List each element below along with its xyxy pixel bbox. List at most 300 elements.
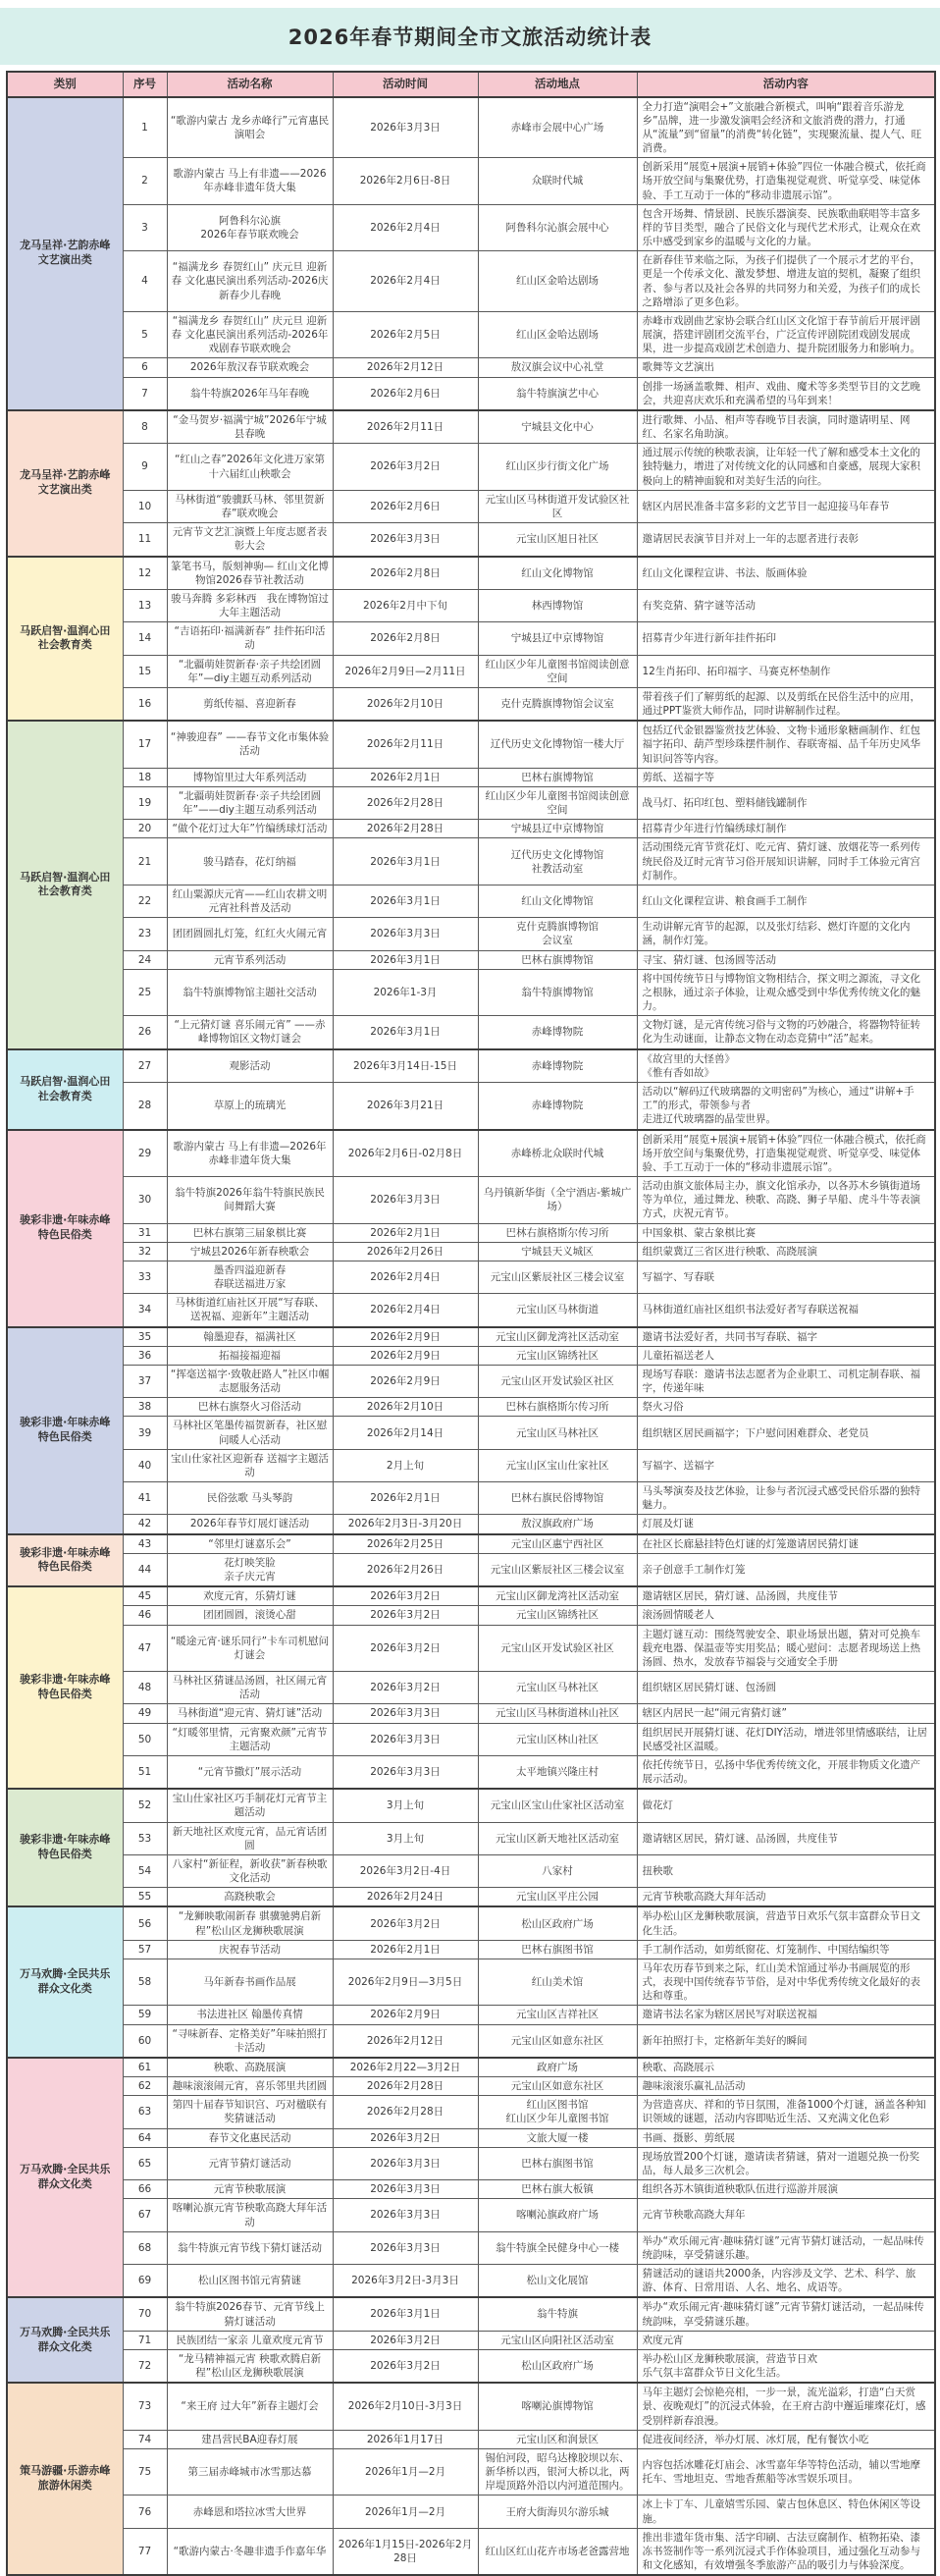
activity-name: “北疆萌娃贺新春·亲子共绘团圆年”——diy主题互动系列活动 [167, 786, 333, 819]
activity-place: 翁牛特旗博物馆 [478, 969, 637, 1016]
row-number: 53 [123, 1822, 167, 1854]
activity-time: 2026年2月6日-02月8日 [333, 1130, 478, 1177]
activity-place: 太平地镇兴隆庄村 [478, 1755, 637, 1789]
activity-content: 活动以“解码辽代玻璃器的文明密码”为核心，通过“讲解+手工”的形式，带领参与者 走进辽代玻璃器的晶莹世界。 [637, 1083, 935, 1130]
activity-time: 2026年2月9日 [333, 2006, 478, 2024]
table-row [7, 768, 935, 786]
table-row [7, 2383, 935, 2430]
activity-name: 元宵节猜灯谜活动 [167, 2147, 333, 2179]
activity-time: 2026年3月3日 [333, 2147, 478, 2179]
row-number: 32 [123, 1242, 167, 1261]
activity-content: 举办松山区龙狮秧歌展演，营造节日欢 乐气氛丰富群众节日文化生活。 [637, 2349, 935, 2383]
table-row [7, 687, 935, 721]
row-number: 22 [123, 885, 167, 917]
activity-place: 赤峰博物院 [478, 1016, 637, 1049]
activity-content: 邀请书法爱好者，共同书写春联、福字 [637, 1327, 935, 1347]
activity-place: 翁牛特旗演艺中心 [478, 377, 637, 410]
row-number: 73 [123, 2383, 167, 2430]
activity-time: 2026年2月8日 [333, 557, 478, 590]
activity-time: 2026年3月2日 [333, 2128, 478, 2147]
activity-content: 做花灯 [637, 1789, 935, 1822]
activity-place: 宁城县天义城区 [478, 1242, 637, 1261]
activity-content: 组织各苏木镇街道秧歌队伍进行巡游并展演 [637, 2180, 935, 2199]
activity-time: 2月上旬 [333, 1449, 478, 1481]
activity-name: 松山区图书馆元宵猜谜 [167, 2265, 333, 2298]
category-cell: 骏彩非遗·年味赤峰 特色民俗类 [7, 1327, 123, 1534]
activity-place: 元宝山区旭日社区 [478, 523, 637, 557]
activity-time: 2026年2月4日 [333, 1261, 478, 1293]
activity-time: 2026年2月1日 [333, 1940, 478, 1959]
table-row [7, 1755, 935, 1789]
activity-time: 2026年1月—2月 [333, 2496, 478, 2528]
activity-time: 2026年3月2日 [333, 1606, 478, 1625]
activity-place: 乌丹镇新华街（全宁酒店-紫城广场） [478, 1177, 637, 1224]
row-number: 30 [123, 1177, 167, 1224]
activity-content: 通过展示传统的秧歌表演，让年轻一代了解和感受本土文化的独特魅力，增进了对传统文化的认同感和自豪感，展现大家积极向上的精神面貌和对美好生活的向往。 [637, 444, 935, 491]
row-number: 8 [123, 410, 167, 444]
activity-name: 草原上的琉璃光 [167, 1083, 333, 1130]
row-number: 1 [123, 97, 167, 158]
activity-content: 亲子创意手工制作灯笼 [637, 1553, 935, 1586]
activity-content: 歌舞等文艺演出 [637, 358, 935, 377]
activity-time: 2026年3月2日-4日 [333, 1854, 478, 1887]
activity-time: 2026年3月3日 [333, 2180, 478, 2199]
table-row [7, 1789, 935, 1822]
row-number: 26 [123, 1016, 167, 1049]
activity-content: 趣味滚滚乐赢礼品活动 [637, 2077, 935, 2096]
activity-name: “歌游内蒙古·冬趣非遗手作嘉年华 [167, 2528, 333, 2575]
row-number: 72 [123, 2349, 167, 2383]
row-number: 10 [123, 490, 167, 522]
activity-name: “做个花灯过大年”竹编绣球灯活动 [167, 820, 333, 838]
table-row [7, 2147, 935, 2179]
table-row [7, 1294, 935, 1327]
activity-content: 寻宝、猜灯谜、包汤圆等活动 [637, 950, 935, 969]
activity-content: 辖区内居民准备丰富多彩的文艺节目一起迎接马年春节 [637, 490, 935, 522]
table-row [7, 820, 935, 838]
activity-place: 元宝山区御龙湾社区活动室 [478, 1586, 637, 1606]
activity-content: 现场写春联：邀请书法志愿者为企业职工、司机定制春联、福字，传递年味 [637, 1365, 935, 1397]
row-number: 28 [123, 1083, 167, 1130]
activity-content: 中国象棋、蒙古象棋比赛 [637, 1223, 935, 1242]
activity-time: 2026年3月3日 [333, 97, 478, 158]
row-number: 7 [123, 377, 167, 410]
activity-time: 2026年2月22—3月2日 [333, 2058, 478, 2077]
activity-name: 民俗弦歌 马头琴韵 [167, 1482, 333, 1515]
activity-content: 写福字、送福字 [637, 1449, 935, 1481]
table-row [7, 1704, 935, 1723]
activity-name: 团团圆圆，滚烫心甜 [167, 1606, 333, 1625]
table-row [7, 950, 935, 969]
activity-time: 2026年3月1日 [333, 950, 478, 969]
activity-name: “灯暖邻里情，元宵聚欢颜”元宵节主题活动 [167, 1723, 333, 1755]
activity-time: 2026年2月11日 [333, 721, 478, 768]
activity-name: 拓福接福迎福 [167, 1346, 333, 1365]
row-number: 45 [123, 1586, 167, 1606]
activity-place: 元宝山区锦绣社区 [478, 1346, 637, 1365]
activity-content: 秧歌、高跷展示 [637, 2058, 935, 2077]
activity-content: 举办松山区龙狮秧歌展演，营造节日欢乐气氛丰富群众节日文化生活。 [637, 1906, 935, 1940]
activity-place: 红山区少年儿童图书馆阅读创意空间 [478, 655, 637, 687]
activity-place: 元宝山区开发试验区社区 [478, 1625, 637, 1672]
row-number: 67 [123, 2199, 167, 2231]
table-row [7, 2199, 935, 2231]
table-row [7, 1398, 935, 1417]
activity-name: “挥毫送福字·致敬赶路人”社区巾帼志愿服务活动 [167, 1365, 333, 1397]
page-title: 2026年春节期间全市文旅活动统计表 [287, 26, 653, 49]
activity-content: 组织居民开展猜灯谜、花灯DIY活动，增进邻里情感联结，让居民感受社区温暖。 [637, 1723, 935, 1755]
category-cell: 马跃启智·温润心田 社会教育类 [7, 1049, 123, 1130]
table-row [7, 1327, 935, 1347]
activity-place: 红山区少年儿童图书馆阅读创意空间 [478, 786, 637, 819]
activity-time: 2026年2月4日 [333, 1294, 478, 1327]
activity-content: 书画、摄影、剪纸展 [637, 2128, 935, 2147]
activity-place: 众联时代城 [478, 158, 637, 205]
activity-content: 有奖竞猜、猜字谜等活动 [637, 589, 935, 621]
row-number: 17 [123, 721, 167, 768]
row-number: 3 [123, 204, 167, 251]
activity-content: 新年拍照打卡，定格新年美好的瞬间 [637, 2024, 935, 2058]
activity-content: 元宵节秧歌高跷大拜年 [637, 2199, 935, 2231]
activity-content: 红山文化课程宣讲、书法、版画体验 [637, 557, 935, 590]
activity-content: 将中国传统节日与博物馆文物相结合，探文明之源流，寻文化之根脉，通过亲子体验，让观众感受到中华优秀传统文化的魅力。 [637, 969, 935, 1016]
activity-name: “龙马精神福元宵 秧歌欢腾启新程”松山区龙狮秧歌展演 [167, 2349, 333, 2383]
activity-name: 翰墨迎春，福满社区 [167, 1327, 333, 1347]
activity-time: 2026年2月28日 [333, 2077, 478, 2096]
col-header-time: 活动时间 [333, 72, 478, 97]
activity-name: 马林社区猜谜品汤圆，社区闹元宵活动 [167, 1672, 333, 1704]
activity-name: 高跷秧歌会 [167, 1888, 333, 1907]
activity-place: 元宝山区马林街道开发试验区社区 [478, 490, 637, 522]
row-number: 54 [123, 1854, 167, 1887]
table-row [7, 2058, 935, 2077]
activity-time: 2026年2月4日 [333, 251, 478, 312]
table-row [7, 1083, 935, 1130]
activity-name: “上元猜灯谜 喜乐闹元宵” ——赤峰博物馆区文物灯谜会 [167, 1016, 333, 1049]
activity-place: 赤峰桥北众联时代城 [478, 1130, 637, 1177]
table-row [7, 918, 935, 950]
row-number: 24 [123, 950, 167, 969]
table-row [7, 1049, 935, 1083]
activity-name: 秧歌、高跷展演 [167, 2058, 333, 2077]
statistics-page [0, 8, 940, 2576]
table-row [7, 1130, 935, 1177]
activity-place: 翁牛特旗全民健身中心一楼 [478, 2231, 637, 2264]
activity-place: 红山区红山花卉市场老爸露营地 [478, 2528, 637, 2575]
activity-name: 翁牛特旗2026年马年春晚 [167, 377, 333, 410]
activity-place: 元宝山区马林社区 [478, 1417, 637, 1449]
activity-time: 2026年2月26日 [333, 1242, 478, 1261]
activity-content: 儿童拓福送老人 [637, 1346, 935, 1365]
activity-time: 2026年2月4日 [333, 204, 478, 251]
activity-content: 招募青少年进行竹编绣球灯制作 [637, 820, 935, 838]
activity-content: 生动讲解元宵节的起源，以及张灯结彩、燃灯许愿的文化内涵，制作灯笼。 [637, 918, 935, 950]
activity-time: 2026年3月2日 [333, 444, 478, 491]
table-row [7, 410, 935, 444]
activity-place: 元宝山区宝山仕家社区 [478, 1449, 637, 1481]
table-row [7, 1016, 935, 1049]
activity-name: 博物馆里过大年系列活动 [167, 768, 333, 786]
activity-name: 2026年春节灯展灯谜活动 [167, 1515, 333, 1534]
row-number: 42 [123, 1515, 167, 1534]
activity-name: 趣味滚滚闹元宵，喜乐邻里共团圆 [167, 2077, 333, 2096]
activity-content: 举办“欢乐闹元宵·趣味猜灯谜”元宵节猜灯谜活动，一起品味传统韵味，享受猜谜乐趣。 [637, 2297, 935, 2331]
activity-time: 2026年2月中下旬 [333, 589, 478, 621]
activity-place: 元宝山区和润景区 [478, 2430, 637, 2448]
activity-time: 2026年3月21日 [333, 1083, 478, 1130]
table-row [7, 377, 935, 410]
table-row [7, 490, 935, 522]
activity-name: 巴林右旗第三届象棋比赛 [167, 1223, 333, 1242]
row-number: 71 [123, 2331, 167, 2349]
activity-name: “神骏迎春” ——春节文化市集体验活动 [167, 721, 333, 768]
activity-place: 元宝山区如意东社区 [478, 2024, 637, 2058]
table-row [7, 444, 935, 491]
table-row [7, 2180, 935, 2199]
activity-place: 元宝山区紫辰社区三楼会议室 [478, 1553, 637, 1586]
activity-name: 宝山仕家社区巧手制花灯元宵节主题活动 [167, 1789, 333, 1822]
activity-time: 2026年3月14日-15日 [333, 1049, 478, 1083]
activity-content: 现场放置200个灯谜，邀请读者猜谜，猜对一道题兑换一份奖品，每人最多三次机会。 [637, 2147, 935, 2179]
activity-place: 红山文化博物馆 [478, 885, 637, 917]
activity-time: 2026年2月28日 [333, 2096, 478, 2128]
activity-place: 林西博物馆 [478, 589, 637, 621]
row-number: 62 [123, 2077, 167, 2096]
activity-time: 2026年3月2日 [333, 2331, 478, 2349]
activity-time: 2026年2月25日 [333, 1534, 478, 1554]
activity-place: 松山文化展馆 [478, 2265, 637, 2298]
activity-place: 松山区政府广场 [478, 2349, 637, 2383]
activity-time: 2026年2月24日 [333, 1888, 478, 1907]
activity-content: 进行歌舞、小品、相声等春晚节目表演，同时邀请明星、网红、名家名角助演。 [637, 410, 935, 444]
activity-name: 翁牛特旗2026春节、元宵节线上猜灯谜活动 [167, 2297, 333, 2331]
activity-place: 元宝山区惠宁西社区 [478, 1534, 637, 1554]
activity-name: 民族团结一家亲 儿童欢度元宵节 [167, 2331, 333, 2349]
row-number: 15 [123, 655, 167, 687]
activity-time: 2026年2月9日—3月5日 [333, 1959, 478, 2006]
activity-content: 推出非遗年货市集、活字印刷、古法豆腐制作、植物拓染、漆冻书签制作等一系列沉浸式手作体验项目，通过强化互动参与和文化感知，有效增强冬季旅游产品的吸引力与体验深度。 [637, 2528, 935, 2575]
row-number: 46 [123, 1606, 167, 1625]
activity-name: “福满龙乡 春贺红山” 庆元旦 迎新春 文化惠民演出系列活动-2026庆新春少儿春晚 [167, 251, 333, 312]
activity-place: 赤峰博物院 [478, 1049, 637, 1083]
activity-content: 活动围绕元宵节赏花灯、吃元宵、猜灯谜、放烟花等一系列传统民俗及辽时元宵节习俗开展知识讲解，同时手工体验元宵宫灯制作。 [637, 838, 935, 886]
activity-name: “北疆萌娃贺新春·亲子共绘团圆年”—diy主题互动系列活动 [167, 655, 333, 687]
activity-name: 骏马踏春，花灯纳福 [167, 838, 333, 886]
activity-place: 翁牛特旗 [478, 2297, 637, 2331]
activity-place: 元宝山区新天地社区活动室 [478, 1822, 637, 1854]
activity-content: 邀请辖区居民，猜灯谜、品汤圆，共度佳节 [637, 1822, 935, 1854]
category-cell: 马跃启智·温润心田 社会教育类 [7, 721, 123, 1048]
activity-place: 元宝山区马林社区 [478, 1672, 637, 1704]
table-row [7, 251, 935, 312]
table-row [7, 1261, 935, 1293]
activity-time: 2026年3月3日 [333, 2199, 478, 2231]
row-number: 29 [123, 1130, 167, 1177]
table-row [7, 97, 935, 158]
activity-content: 依托传统节日，弘扬中华优秀传统文化，开展非物质文化遗产展示活动。 [637, 1755, 935, 1789]
activity-name: “福满龙乡 春贺红山” 庆元旦 迎新春 文化惠民演出系列活动-2026年戏剧春节联欢晚会 [167, 311, 333, 358]
activity-place: 红山区金哈达剧场 [478, 251, 637, 312]
activity-time: 2026年2月1日 [333, 768, 478, 786]
category-cell: 万马欢腾·全民共乐 群众文化类 [7, 1906, 123, 2058]
row-number: 33 [123, 1261, 167, 1293]
activity-place: 红山美术馆 [478, 1959, 637, 2006]
activity-name: 2026年敖汉春节联欢晚会 [167, 358, 333, 377]
activity-time: 2026年2月6日-8日 [333, 158, 478, 205]
activity-place: 元宝山区吉祥社区 [478, 2006, 637, 2024]
activity-time: 2026年3月2日 [333, 1625, 478, 1672]
activity-place: 政府广场 [478, 2058, 637, 2077]
activity-place: 元宝山区平庄公园 [478, 1888, 637, 1907]
activity-content: 创新采用“展览+展演+展销+体验”四位一体融合模式，依托商场开放空间与集聚优势，打造集视觉观赏、听觉享受、味觉体验、手工互动于一体的“移动非遗展示馆”。 [637, 158, 935, 205]
table-row [7, 2265, 935, 2298]
activity-name: 宝山仕家社区迎新春 送福字主题活动 [167, 1449, 333, 1481]
activity-name: “歌游内蒙古 龙乡赤峰行”元宵惠民演唱会 [167, 97, 333, 158]
row-number: 74 [123, 2430, 167, 2448]
activity-place: 赤峰博物院 [478, 1083, 637, 1130]
activity-name: 欢度元宵，乐猜灯谜 [167, 1586, 333, 1606]
activity-content: 灯展及灯谜 [637, 1515, 935, 1534]
activity-content: 滚汤圆情暖老人 [637, 1606, 935, 1625]
activity-time: 2026年2月26日 [333, 1553, 478, 1586]
activity-content: 辖区内居民一起“闹元宵猜灯谜” [637, 1704, 935, 1723]
activity-name: 马林街道“迎元宵、猜灯谜”活动 [167, 1704, 333, 1723]
row-number: 40 [123, 1449, 167, 1481]
activity-content: 带着孩子们了解剪纸的起源、以及剪纸在民俗生活中的应用，通过PPT鉴赏大师作品，同时讲解制作过程。 [637, 687, 935, 721]
activity-place: 克什克腾旗博物馆会议室 [478, 687, 637, 721]
activity-time: 2026年2月3日-3月20日 [333, 1515, 478, 1534]
row-number: 16 [123, 687, 167, 721]
activity-content: 招募青少年进行新年挂件拓印 [637, 622, 935, 655]
activity-place: 巴林右旗图书馆 [478, 2147, 637, 2179]
col-header-name: 活动名称 [167, 72, 333, 97]
activity-content: 创排一场涵盖歌舞、相声、戏曲、魔术等多类型节目的文艺晚会，共迎喜庆欢乐和充满希望的马年到来！ [637, 377, 935, 410]
activity-name: 元宵节秧歌展演 [167, 2180, 333, 2199]
activity-place: 松山区政府广场 [478, 1906, 637, 1940]
row-number: 64 [123, 2128, 167, 2147]
activity-place: 敖汉旗政府广场 [478, 1515, 637, 1534]
activity-content: 创新采用“展览+展演+展销+体验”四位一体融合模式，依托商场开放空间与集聚优势，打造集视觉观赏、听觉享受、味觉体验、手工互动于一体的“移动非遗展示馆”。 [637, 1130, 935, 1177]
row-number: 6 [123, 358, 167, 377]
row-number: 11 [123, 523, 167, 557]
title-banner [0, 8, 940, 65]
table-row [7, 1723, 935, 1755]
row-number: 43 [123, 1534, 167, 1554]
activity-time: 2026年3月3日 [333, 1755, 478, 1789]
activity-place: 元宝山区锦绣社区 [478, 1606, 637, 1625]
activity-time: 2026年2月10日 [333, 1398, 478, 1417]
activity-name: “寻味新春、定格美好”年味拍照打卡活动 [167, 2024, 333, 2058]
activity-name: “吉语拓印·福满新春” 挂件拓印活动 [167, 622, 333, 655]
activity-time: 2026年3月3日 [333, 2231, 478, 2264]
activity-time: 2026年3月3日 [333, 918, 478, 950]
table-row [7, 786, 935, 819]
category-cell: 龙马呈祥·艺韵赤峰 文艺演出类 [7, 97, 123, 410]
activity-time: 2026年3月3日 [333, 1177, 478, 1224]
activity-content: 12生肖拓印、拓印福字、马赛克杯垫制作 [637, 655, 935, 687]
activity-name: 红山粟源庆元宵——红山农耕文明元宵社科普及活动 [167, 885, 333, 917]
activity-content: 马林街道红庙社区组织书法爱好者写春联送祝福 [637, 1294, 935, 1327]
table-row [7, 969, 935, 1016]
row-number: 41 [123, 1482, 167, 1515]
activity-name: 第三届赤峰城市冰雪那达慕 [167, 2448, 333, 2496]
activity-time: 2026年2月9日 [333, 1346, 478, 1365]
activity-time: 2026年2月6日 [333, 377, 478, 410]
activity-place: 巴林右旗格斯尔传习所 [478, 1223, 637, 1242]
activity-name: 新天地社区欢度元宵，品元宵话团圆 [167, 1822, 333, 1854]
activity-place: 巴林右旗民俗博物馆 [478, 1482, 637, 1515]
activity-time: 2026年1-3月 [333, 969, 478, 1016]
activity-place: 阿鲁科尔沁旗会展中心 [478, 204, 637, 251]
table-row [7, 2077, 935, 2096]
row-number: 20 [123, 820, 167, 838]
table-row [7, 2448, 935, 2496]
activity-name: 宁城县2026年新春秧歌会 [167, 1242, 333, 1261]
table-row [7, 2128, 935, 2147]
activity-content: 红山文化课程宣讲、粮食画手工制作 [637, 885, 935, 917]
activity-name: 第四十届春节知识宫、巧对楹联有奖猜谜活动 [167, 2096, 333, 2128]
activity-place: 喀喇沁旗博物馆 [478, 2383, 637, 2430]
activity-content: 促进夜间经济，举办灯展、冰灯展，配有餐饮小吃 [637, 2430, 935, 2448]
activity-name: 春节文化惠民活动 [167, 2128, 333, 2147]
table-row [7, 1606, 935, 1625]
activity-time: 2026年2月10日 [333, 687, 478, 721]
row-number: 48 [123, 1672, 167, 1704]
activity-time: 2026年2月28日 [333, 820, 478, 838]
table-row [7, 2297, 935, 2331]
row-number: 14 [123, 622, 167, 655]
activity-time: 2026年3月1日 [333, 2297, 478, 2331]
table-row [7, 1959, 935, 2006]
activity-place: 红山区图书馆 红山区少年儿童图书馆 [478, 2096, 637, 2128]
activity-name: 喀喇沁旗元宵节秧歌高跷大拜年活动 [167, 2199, 333, 2231]
table-row [7, 2496, 935, 2528]
row-number: 69 [123, 2265, 167, 2298]
activity-time: 2026年3月2日 [333, 1906, 478, 1940]
activity-time: 2026年3月2日 [333, 1586, 478, 1606]
activity-name: 墨香四溢迎新春 春联送福进万家 [167, 1261, 333, 1293]
activity-time: 3月上旬 [333, 1822, 478, 1854]
activity-time: 2026年3月2日-3月3日 [333, 2265, 478, 2298]
row-number: 37 [123, 1365, 167, 1397]
table-row [7, 1177, 935, 1224]
activity-place: 辽代历史文化博物馆一楼大厅 [478, 721, 637, 768]
table-row [7, 358, 935, 377]
activity-content: 在社区长廊悬挂特色灯谜的灯笼邀请居民猜灯谜 [637, 1534, 935, 1554]
row-number: 65 [123, 2147, 167, 2179]
table-row [7, 1346, 935, 1365]
activity-name: 歌游内蒙古 马上有非遗——2026年赤峰非遗年货大集 [167, 158, 333, 205]
col-header-number: 序号 [123, 72, 167, 97]
category-cell: 龙马呈祥·艺韵赤峰 文艺演出类 [7, 410, 123, 557]
activity-name: 马林社区笔墨传福贺新春，社区慰问暖人心活动 [167, 1417, 333, 1449]
table-row [7, 1482, 935, 1515]
activity-content: 马年农历春节到来之际，红山美术馆通过举办书画展览的形式，表现中国传统春节节俗，是对中华优秀传统文化最好的表达和尊重。 [637, 1959, 935, 2006]
category-cell: 骏彩非遗·年味赤峰 特色民俗类 [7, 1586, 123, 1789]
activity-name: 篆笔书马，版刻神驹— 红山文化博物馆2026春节社教活动 [167, 557, 333, 590]
table-row [7, 2430, 935, 2448]
table-row [7, 1449, 935, 1481]
activity-name: 元宵节系列活动 [167, 950, 333, 969]
row-number: 47 [123, 1625, 167, 1672]
row-number: 36 [123, 1346, 167, 1365]
activity-content: 邀请书法名家为辖区居民写对联送祝福 [637, 2006, 935, 2024]
activity-name: “元宵节撒灯”展示活动 [167, 1755, 333, 1789]
activity-content: 包含开场舞、情景剧、民族乐器演奏、民族歌曲联唱等丰富多样的节目类型，融合了民俗文化与现代艺术形式，让观众在欢乐中感受到家乡的温暖与文化的力量。 [637, 204, 935, 251]
activity-time: 2026年3月3日 [333, 523, 478, 557]
activity-content: 邀请居民表演节目并对上一年的志愿者进行表彰 [637, 523, 935, 557]
table-row [7, 158, 935, 205]
